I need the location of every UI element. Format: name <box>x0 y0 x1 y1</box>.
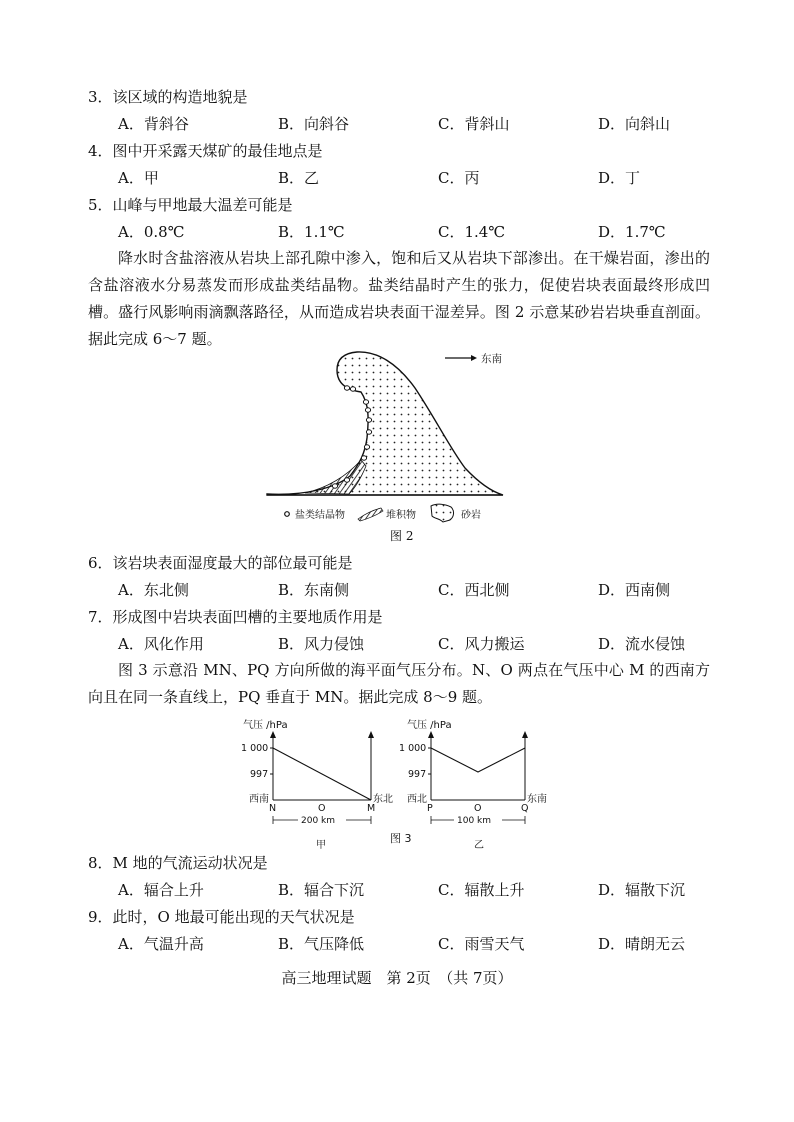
option-a[interactable]: A．甲 <box>118 169 159 187</box>
yi-y-arrow-icon <box>428 731 434 738</box>
option-c[interactable]: C．雨雪天气 <box>438 935 525 953</box>
question-3-options <box>118 113 718 135</box>
yi-point-q: Q <box>521 803 529 814</box>
option-a[interactable]: A．辐合上升 <box>118 881 204 899</box>
jia-y-arrow-icon <box>270 731 276 738</box>
yi-ytick-997: 997 <box>408 769 427 780</box>
jia-ytick-997: 997 <box>250 769 269 780</box>
jia-label: 甲 <box>316 840 326 851</box>
option-a[interactable]: A．背斜谷 <box>118 115 189 133</box>
option-b[interactable]: B．东南侧 <box>278 581 350 599</box>
question-4-stem: 4．图中开采露天煤矿的最佳地点是 <box>88 142 323 160</box>
jia-right-arrow-icon <box>368 731 374 738</box>
option-b[interactable]: B．向斜谷 <box>278 115 350 133</box>
legend-deposit-icon <box>358 508 383 521</box>
legend-sandstone-label: 砂岩 <box>461 510 481 521</box>
option-a[interactable]: A．风化作用 <box>118 635 204 653</box>
option-b[interactable]: B．辐合下沉 <box>278 881 365 899</box>
option-b[interactable]: B．1.1℃ <box>278 223 345 241</box>
option-b[interactable]: B．风力侵蚀 <box>278 635 365 653</box>
question-6-stem: 6．该岩块表面湿度最大的部位最可能是 <box>88 554 353 572</box>
yi-pressure-line <box>431 748 525 772</box>
jia-ylabel: 气压 /hPa <box>243 720 288 731</box>
jia-left-dir: 西南 <box>249 794 269 805</box>
jia-right-dir: 东北 <box>373 794 393 805</box>
jia-pressure-line <box>273 748 371 800</box>
arrow-head-icon <box>471 355 477 361</box>
yi-point-p: P <box>427 803 433 814</box>
sandstone-rock <box>267 352 503 495</box>
yi-left-dir: 西北 <box>407 794 427 805</box>
option-c[interactable]: C．西北侧 <box>438 581 510 599</box>
option-c[interactable]: C．丙 <box>438 169 480 187</box>
legend-deposit-label: 堆积物 <box>386 510 416 521</box>
question-9-options <box>118 933 718 955</box>
yi-distance: 100 km <box>457 816 492 826</box>
question-8-stem: 8．M 地的气流运动状况是 <box>88 854 268 872</box>
question-8-options <box>118 879 718 901</box>
option-c[interactable]: C．风力搬运 <box>438 635 525 653</box>
yi-label: 乙 <box>474 840 484 851</box>
question-7-stem: 7．形成图中岩块表面凹槽的主要地质作用是 <box>88 608 383 626</box>
option-d[interactable]: D．晴朗无云 <box>598 935 686 953</box>
option-c[interactable]: C．辐散上升 <box>438 881 525 899</box>
direction-label: 东南 <box>481 353 502 365</box>
legend-salt-label: 盐类结晶物 <box>295 510 345 521</box>
option-a[interactable]: A．东北侧 <box>118 581 189 599</box>
option-b[interactable]: B．气压降低 <box>278 935 365 953</box>
jia-ytick-1000: 1 000 <box>241 743 269 754</box>
figure-2-caption: 图 2 <box>390 529 414 543</box>
option-b[interactable]: B．乙 <box>278 169 320 187</box>
option-d[interactable]: D．丁 <box>598 169 641 187</box>
option-d[interactable]: D．西南侧 <box>598 581 671 599</box>
figure-2-drawing <box>265 348 515 528</box>
option-c[interactable]: C．背斜山 <box>438 115 510 133</box>
question-5-options <box>118 221 718 243</box>
yi-ylabel: 气压 /hPa <box>407 720 452 731</box>
question-3-stem: 3．该区域的构造地貌是 <box>88 88 248 106</box>
option-a[interactable]: A．气温升高 <box>118 935 204 953</box>
question-6-options <box>118 579 718 601</box>
yi-ytick-1000: 1 000 <box>399 743 427 754</box>
legend-sandstone-icon <box>431 504 454 522</box>
jia-point-m: M <box>367 803 376 814</box>
figure-3-caption: 图 3 <box>390 832 412 845</box>
jia-point-o: O <box>318 803 326 814</box>
question-4-options <box>118 167 718 189</box>
option-d[interactable]: D．辐散下沉 <box>598 881 686 899</box>
option-c[interactable]: C．1.4℃ <box>438 223 506 241</box>
option-d[interactable]: D．向斜山 <box>598 115 671 133</box>
question-9-stem: 9．此时，O 地最可能出现的天气状况是 <box>88 908 355 926</box>
panel-yi <box>399 719 547 851</box>
option-d[interactable]: D．1.7℃ <box>598 223 666 241</box>
yi-right-dir: 东南 <box>527 794 547 805</box>
passage-sandstone: 降水时含盐溶液从岩块上部孔隙中渗入，饱和后又从岩块下部渗出。在干燥岩面，渗出的含盐溶液水分易蒸发而形成盐类结晶物。盐类结晶时产生的张力，促使岩块表面最终形成凹槽。盛行风影响雨滴飘落路径，从而造成岩块表面干湿差异。图 2 示意某砂岩岩块垂直剖面。据此完成 6～7 题。 <box>88 249 710 348</box>
figure-3-drawing <box>235 714 565 852</box>
question-7-options <box>118 633 718 655</box>
passage-pressure: 图 3 示意沿 MN、PQ 方向所做的海平面气压分布。N、O 两点在气压中心 M 的西南方向且在同一条直线上，PQ 垂直于 MN。据此完成 8～9 题。 <box>88 661 710 706</box>
question-5-stem: 5．山峰与甲地最大温差可能是 <box>88 196 293 214</box>
legend-salt-icon <box>285 512 290 517</box>
yi-point-o: O <box>474 803 482 814</box>
jia-distance: 200 km <box>301 816 336 826</box>
option-d[interactable]: D．流水侵蚀 <box>598 635 686 653</box>
panel-jia <box>241 719 393 851</box>
option-a[interactable]: A．0.8℃ <box>118 223 185 241</box>
yi-right-arrow-icon <box>522 731 528 738</box>
jia-point-n: N <box>269 803 277 814</box>
page-footer: 高三地理试题 第 2页 （共 7页） <box>281 969 513 987</box>
